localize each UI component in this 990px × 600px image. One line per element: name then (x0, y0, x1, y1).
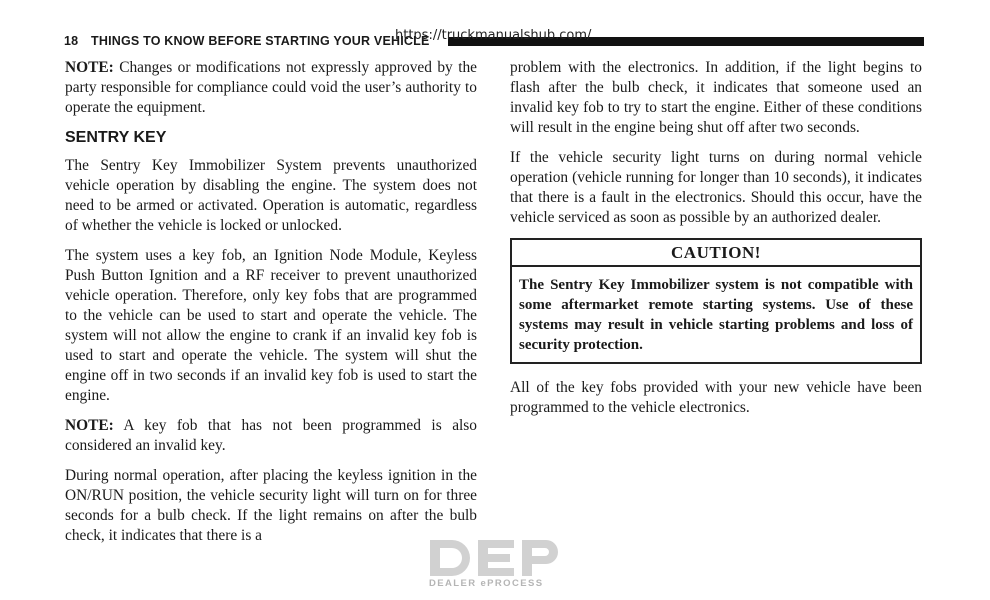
watermark-url: https://truckmanualshub.com/ (395, 28, 592, 43)
caution-text: The Sentry Key Immobilizer system is not compatible with some aftermarket remote starting systems. Use of these systems may result in vehicle starting problems and loss of security protection. (519, 277, 913, 353)
body-paragraph: The system uses a key fob, an Ignition Node Module, Keyless Push Button Ignition and a RF receiver to prevent unauthorized vehicle operation. Therefore, only key fobs that are programmed to the vehicle can be used to start and operate the vehicle. The system will not allow the engine to crank if an invalid key fob is used to start and operate the vehicle. The system will shut the engine off in two seconds if an invalid key fob is used to start the engine. (65, 247, 477, 404)
page-number: 18 (64, 34, 79, 48)
note-paragraph (65, 416, 477, 456)
left-column (65, 58, 477, 556)
caution-box (510, 238, 922, 364)
body-paragraph: If the vehicle security light turns on during normal vehicle operation (vehicle running for longer than 10 seconds), it indicates that there is a fault in the electronics. Should this occur, have the vehicle serviced as soon as possible by an authorized dealer. (510, 149, 922, 226)
body-paragraph: All of the key fobs provided with your new vehicle have been programmed to the vehicle electronics. (510, 379, 922, 416)
section-title: THINGS TO KNOW BEFORE STARTING YOUR VEHICLE (91, 34, 430, 48)
body-paragraph: problem with the electronics. In addition, if the light begins to flash after the bulb check, it indicates that someone used an invalid key fob to try to start the engine. Either of these conditions will result in the engine being shut off after two seconds. (510, 59, 922, 136)
body-paragraph: During normal operation, after placing the keyless ignition in the ON/RUN position, the vehicle security light will turn on for three seconds for a bulb check. If the light remains on after the bulb check, it indicates that there is a (65, 467, 477, 544)
section-heading: SENTRY KEY (65, 129, 167, 146)
note-label: NOTE: (65, 417, 114, 434)
note-text: Changes or modifications not expressly approved by the party responsible for compliance could void the user’s authority to operate the equipment. (65, 59, 477, 116)
logo-tagline: DEALER ePROCESS (429, 578, 544, 589)
note-paragraph (65, 58, 477, 118)
body-paragraph: The Sentry Key Immobilizer System prevents unauthorized vehicle operation by disabling the engine. The system does not need to be armed or activated. Operation is automatic, regardless of whether the vehicle is locked or unlocked. (65, 157, 477, 234)
note-label: NOTE: (65, 59, 114, 76)
right-column (510, 58, 922, 428)
caution-title: CAUTION! (512, 240, 920, 267)
note-text: A key fob that has not been programmed is also considered an invalid key. (65, 417, 477, 454)
